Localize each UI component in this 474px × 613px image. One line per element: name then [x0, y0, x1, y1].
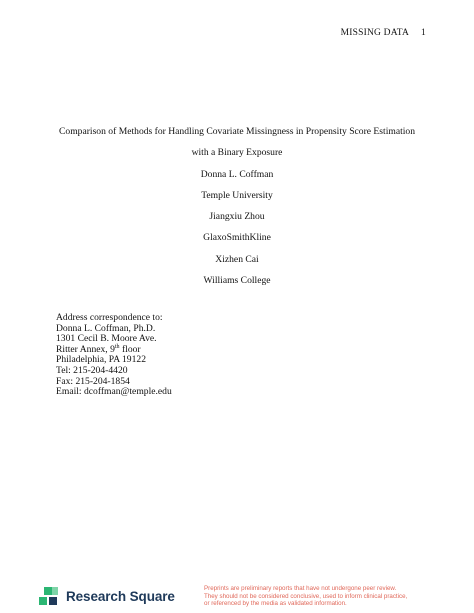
correspondence-fax: Fax: 215-204-1854 [56, 375, 130, 387]
paper-title-line-1: Comparison of Methods for Handling Covariate Missingness in Propensity Score Estimation [59, 126, 415, 137]
building-superscript: th [114, 343, 120, 350]
research-square-logo-icon [38, 585, 60, 607]
correspondence-address [56, 313, 172, 398]
research-square-logo[interactable] [38, 584, 175, 608]
paper-title-line-2: with a Binary Exposure [191, 147, 283, 159]
disclaimer-line-1: Preprints are preliminary reports that have not undergone peer review. [204, 585, 397, 592]
correspondence-email[interactable]: Email: dcoffman@temple.edu [56, 386, 172, 398]
author-affiliation-3: Williams College [203, 275, 271, 287]
page-number: 1 [421, 28, 426, 38]
disclaimer-line-3: or referenced by the media as validated information. [204, 600, 347, 608]
disclaimer-line-2: They should not be considered conclusive, used to inform clinical practice, [204, 592, 408, 600]
correspondence-tel: Tel: 215-204-4420 [56, 364, 128, 376]
correspondence-city: Philadelphia, PA 19122 [56, 354, 146, 366]
correspondence-name: Donna L. Coffman, Ph.D. [56, 322, 156, 334]
title-block [0, 121, 474, 291]
preprint-disclaimer [204, 585, 466, 608]
correspondence-street: 1301 Cecil B. Moore Ave. [56, 333, 157, 345]
building-suffix: floor [119, 343, 141, 355]
brand-name: Research Square [66, 588, 175, 604]
author-name-3: Xizhen Cai [215, 253, 259, 265]
author-affiliation-2: GlaxoSmithKline [203, 232, 271, 244]
running-head-title: MISSING DATA [340, 28, 410, 38]
correspondence-heading: Address correspondence to: [56, 312, 163, 323]
running-head [341, 28, 426, 38]
author-name-1: Donna L. Coffman [200, 168, 274, 180]
author-affiliation-1: Temple University [201, 189, 273, 201]
author-name-2: Jiangxiu Zhou [209, 211, 265, 223]
building-prefix: Ritter Annex, 9 [56, 343, 115, 355]
